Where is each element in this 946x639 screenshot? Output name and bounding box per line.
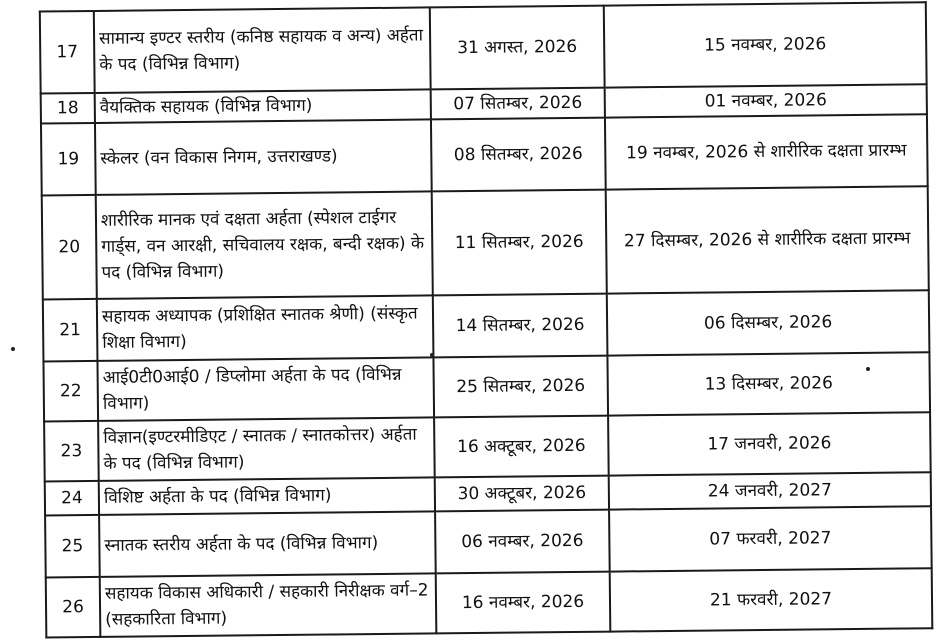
post-name: शारीरिक मानक एवं दक्षता अर्हता (स्पेशल टाईगर गार्ड्स, वन आरक्षी, सचिवालय रक्षक, बन्दी रक्षक) के पद (विभिन्न विभाग)	[96, 191, 433, 299]
post-name: स्नातक स्तरीय अर्हता के पद (विभिन्न विभाग)	[99, 511, 436, 577]
scan-speck	[866, 367, 870, 371]
table-row	[45, 506, 932, 577]
exam-date: 14 सितम्बर, 2026	[433, 294, 608, 358]
post-name: आई0टी0आई0 / डिप्लोमा अर्हता के पद (विभिन्न विभाग)	[97, 357, 434, 421]
row-number: 24	[45, 481, 99, 516]
row-number: 19	[41, 123, 96, 196]
post-name: विशिष्ट अर्हता के पद (विभिन्न विभाग)	[99, 477, 435, 515]
row-number: 25	[45, 515, 100, 578]
result-date: 07 फरवरी, 2027	[609, 506, 932, 571]
exam-date: 25 सितम्बर, 2026	[433, 356, 608, 418]
row-number: 17	[40, 11, 95, 94]
result-date: 24 जनवरी, 2027	[609, 472, 931, 509]
result-date: 13 दिसम्बर, 2026	[607, 352, 930, 415]
row-number: 26	[46, 577, 101, 638]
exam-date: 30 अक्टूबर, 2026	[435, 476, 609, 512]
table-row	[43, 352, 930, 421]
exam-date: 16 नवम्बर, 2026	[436, 572, 611, 634]
result-date: 21 फरवरी, 2027	[610, 568, 933, 631]
exam-date: 31 अगस्त, 2026	[430, 6, 605, 90]
exam-date: 06 नवम्बर, 2026	[435, 510, 610, 574]
row-number: 22	[43, 361, 98, 422]
exam-schedule-table	[39, 1, 934, 638]
post-name: सहायक विकास अधिकारी / सहकारी निरीक्षक वर्ग–2 (सहकारिता विभाग)	[100, 573, 437, 637]
post-name: स्केलर (वन विकास निगम, उत्तराखण्ड)	[95, 119, 432, 195]
row-number: 20	[42, 195, 97, 300]
result-date: 17 जनवरी, 2026	[608, 412, 931, 475]
post-name: विज्ञान(इण्टरमीडिएट / स्नातक / स्नातकोत्तर) अर्हता के पद (विभिन्न विभाग)	[98, 417, 435, 481]
table-row	[42, 186, 929, 299]
table-row	[44, 412, 931, 481]
result-date: 01 नवम्बर, 2026	[605, 84, 927, 117]
row-number: 21	[43, 299, 98, 362]
row-number: 23	[44, 421, 99, 482]
row-number: 18	[41, 93, 95, 124]
post-name: सहायक अध्यापक (प्रशिक्षित स्नातक श्रेणी) (संस्कृत शिक्षा विभाग)	[97, 295, 434, 361]
table-row	[41, 114, 928, 195]
post-name: वैयक्तिक सहायक (विभिन्न विभाग)	[95, 89, 431, 123]
result-date: 06 दिसम्बर, 2026	[607, 290, 930, 355]
exam-date: 11 सितम्बर, 2026	[432, 190, 607, 296]
exam-date: 16 अक्टूबर, 2026	[434, 416, 609, 478]
scan-speck	[430, 353, 434, 357]
table-row	[43, 290, 930, 361]
result-date: 27 दिसम्बर, 2026 से शारीरिक दक्षता प्रारम्भ	[606, 186, 929, 293]
table-row	[46, 568, 933, 637]
post-name: सामान्य इण्टर स्तरीय (कनिष्ठ सहायक व अन्य) अर्हता के पद (विभिन्न विभाग)	[94, 7, 431, 93]
result-date: 15 नवम्बर, 2026	[604, 2, 927, 87]
result-date: 19 नवम्बर, 2026 से शारीरिक दक्षता प्रारम्भ	[605, 114, 928, 189]
scan-speck	[11, 347, 15, 351]
table-row	[40, 2, 927, 93]
exam-date: 07 सितम्बर, 2026	[431, 88, 605, 120]
exam-date: 08 सितम्बर, 2026	[431, 118, 606, 192]
